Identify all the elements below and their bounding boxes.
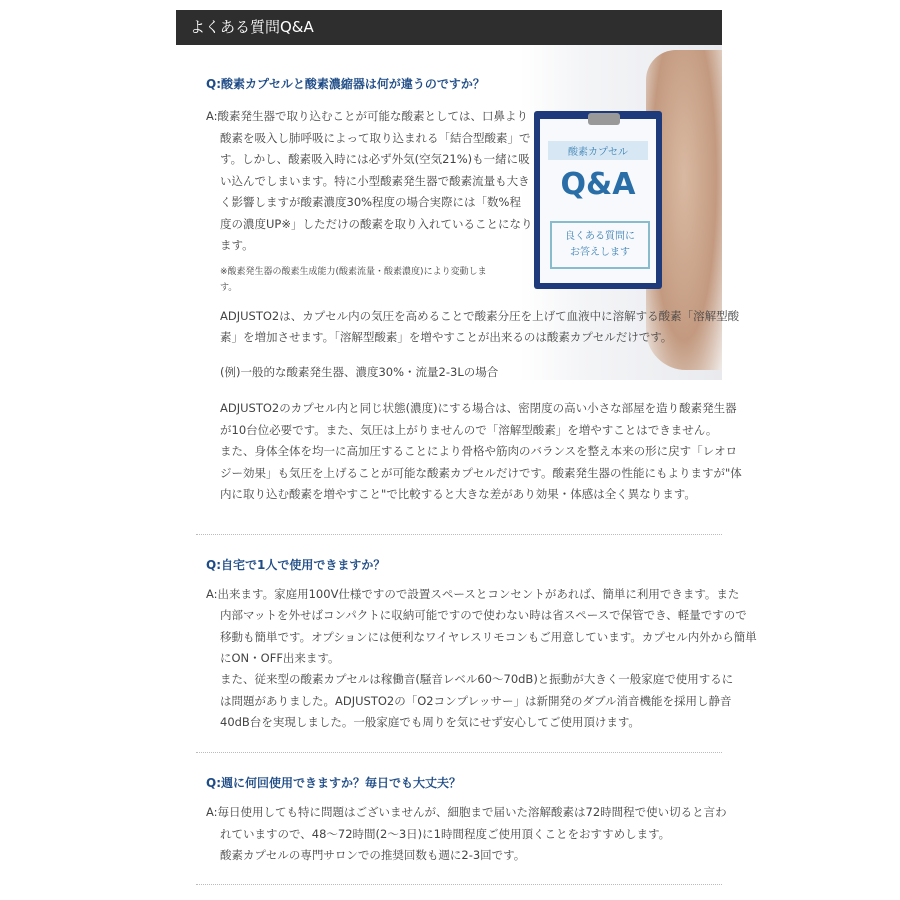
answer-line: く影響しますが酸素濃度30%程度の場合実際には「数%程 bbox=[220, 195, 521, 209]
answer-line: A:酸素発生器で取り込むことが可能な酸素としては、口鼻より bbox=[206, 109, 529, 123]
divider bbox=[196, 752, 722, 753]
answer-line: い込んでしまいます。特に小型酸素発生器で酸素流量も大き bbox=[220, 173, 530, 188]
answer-line: れていますので、48～72時間(2～3日)に1時間程度ご使用頂くことをおすすめします。 bbox=[220, 826, 671, 841]
question-title: Q:酸素カプセルと酸素濃縮器は何が違うのですか？ bbox=[206, 77, 485, 91]
section-title: よくある質問Q&A bbox=[176, 10, 722, 45]
answer-line: A:出来ます。家庭用100V仕様ですので設置スペースとコンセントがあれば、簡単に利用できます。また bbox=[206, 587, 740, 601]
answer-line: ADJUSTO2のカプセル内と同じ状態(濃度)にする場合は、密閉度の高い小さな部屋を造り酸素発生器 bbox=[220, 401, 737, 415]
answer-line: 内部マットを外せばコンパクトに収納可能ですので使わない時は省スペースで保管でき、軽量ですので bbox=[220, 608, 747, 623]
answer-line: 内に取り込む酸素を増やすこと"で比較すると大きな差があり効果・体感は全く異なります。 bbox=[220, 487, 696, 501]
faq-section bbox=[176, 10, 757, 890]
answer-line: また、身体全体を均一に高加圧することにより骨格や筋肉のバランスを整え本来の形に戻す「レオロ bbox=[220, 444, 738, 458]
answer-line: ADJUSTO2は、カプセル内の気圧を高めることで酸素分圧を上げて血液中に溶解する酸素「溶解型酸 bbox=[220, 309, 740, 323]
answer-line: 酸素カプセルの専門サロンでの推奨回数も週に2-3回です。 bbox=[220, 848, 526, 862]
clipboard-image bbox=[534, 111, 662, 289]
answer-note: ※酸素発生器の酸素生成能力(酸素流量・酸素濃度)により変動しま bbox=[220, 267, 487, 277]
divider bbox=[196, 884, 722, 885]
clipboard-title: Q&A bbox=[560, 167, 636, 202]
answer-line: が10台位必要です。また、気圧は上がりませんので「溶解型酸素」を増やすことはできません。 bbox=[220, 422, 718, 437]
answer-line: にON・OFF出来ます。 bbox=[220, 650, 340, 665]
answer-line: また、従来型の酸素カプセルは稼働音(騒音レベル60～70dB)と振動が大きく一般家庭で使用するに bbox=[220, 672, 734, 687]
answer-line: 酸素を吸入し肺呼吸によって取り込まれる「結合型酸素」で bbox=[220, 130, 531, 145]
clipboard-label: 酸素カプセル bbox=[548, 141, 648, 160]
question-title: Q:自宅で1人で使用できますか？ bbox=[206, 558, 386, 572]
clipboard-sub: 良くある質問に お答えします bbox=[550, 221, 650, 269]
answer-line: は問題がありました。ADJUSTO2の「O2コンプレッサー」は新開発のダブル消音機能を採用し静音 bbox=[220, 693, 732, 708]
question-title: Q:週に何回使用できますか？毎日でも大丈夫？ bbox=[206, 776, 462, 790]
answer-note: す。 bbox=[220, 283, 238, 293]
answer-line: ます。 bbox=[220, 238, 254, 252]
answer-line: 素」を増加させます。「溶解型酸素」を増やすことが出来るのは酸素カプセルだけです。 bbox=[220, 330, 673, 344]
divider bbox=[196, 534, 722, 535]
answer-line: A:毎日使用しても特に問題はございませんが、細胞まで届いた溶解酸素は72時間程で使い切ると言わ bbox=[206, 805, 727, 819]
answer-line: す。しかし、酸素吸入時には必ず外気(空気21%)も一緒に吸 bbox=[220, 152, 530, 166]
answer-line: 40dB台を実現しました。一般家庭でも周りを気にせず安心してご使用頂けます。 bbox=[220, 714, 640, 729]
answer-example: (例)一般的な酸素発生器、濃度30%・流量2-3Lの場合 bbox=[220, 365, 499, 379]
answer-line: 度の濃度UP※」しただけの酸素を取り入れていることになり bbox=[220, 216, 533, 231]
clip-icon bbox=[588, 113, 620, 125]
answer-line: 移動も簡単です。オプションには便利なワイヤレスリモコンもご用意しています。カプセル内外から簡単 bbox=[220, 629, 757, 644]
answer-line: ジー効果」も気圧を上げることが可能な酸素カプセルだけです。酸素発生器の性能にもよりますが"体 bbox=[220, 465, 742, 480]
